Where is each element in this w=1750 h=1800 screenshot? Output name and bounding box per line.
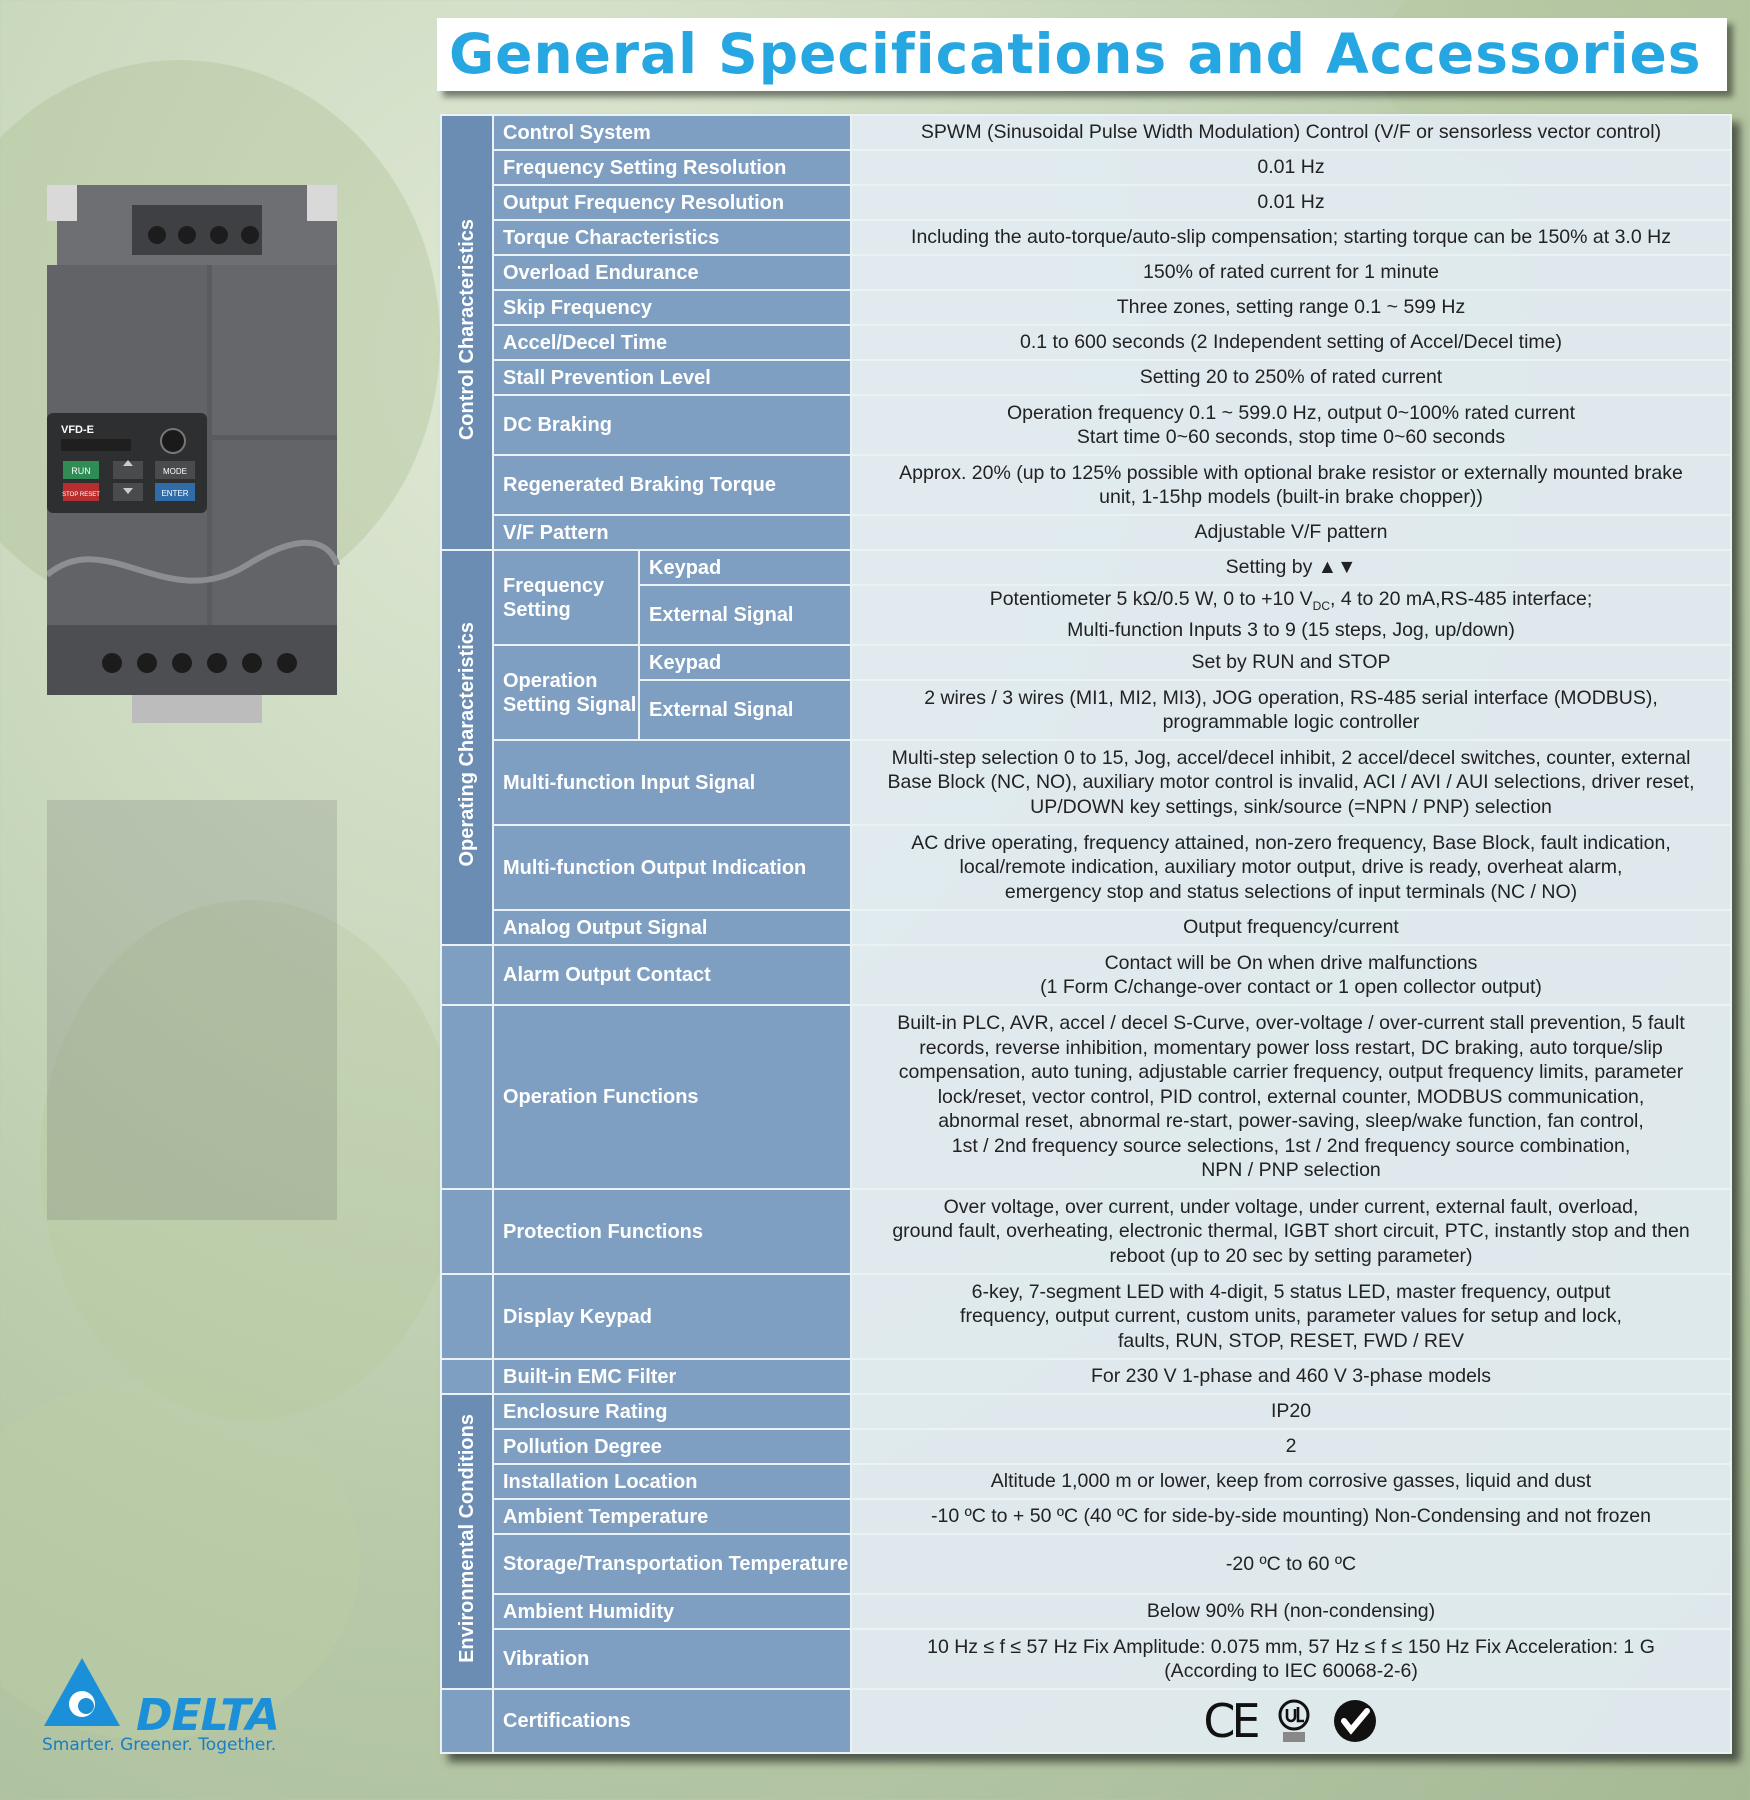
row-label: Display Keypad: [493, 1274, 851, 1359]
row-sublabel: Keypad: [639, 645, 851, 680]
row-label: Multi-function Output Indication: [493, 825, 851, 910]
row-value: Contact will be On when drive malfunctions (1 Form C/change-over contact or 1 open collector output): [851, 945, 1731, 1005]
specifications-table: [440, 114, 1732, 1754]
row-value: Setting by ▲▼: [851, 550, 1731, 585]
row-value: 6-key, 7-segment LED with 4-digit, 5 status LED, master frequency, output frequency, output current, custom units, parameter values for setup and lock, faults, RUN, STOP, RESET, FWD / REV: [851, 1274, 1731, 1359]
row-value: Adjustable V/F pattern: [851, 515, 1731, 550]
vfd-drive-image: [47, 185, 377, 785]
row-sublabel: External Signal: [639, 680, 851, 740]
row-value: AC drive operating, frequency attained, non-zero frequency, Base Block, fault indication, local/remote indication, auxiliary motor output, drive is ready, overheat alarm, emergency stop and status selections of input terminals (NC / NO): [851, 825, 1731, 910]
device-enter-key: ENTER: [161, 489, 189, 498]
row-label: Frequency Setting: [493, 550, 639, 645]
row-value: SPWM (Sinusoidal Pulse Width Modulation) Control (V/F or sensorless vector control): [851, 115, 1731, 150]
row-value: Potentiometer 5 kΩ/0.5 W, 0 to +10 $V_{DC}$, 4 to 20 mA,RS-485 interface; Multi-function Inputs 3 to 9 (15 steps, Jog, up/down): [851, 585, 1731, 645]
row-value: -10 ºC to + 50 ºC (40 ºC for side-by-side mounting) Non-Condensing and not frozen: [851, 1499, 1731, 1534]
row-label: Pollution Degree: [493, 1429, 851, 1464]
table-row: [441, 1429, 1731, 1464]
row-label: Ambient Temperature: [493, 1499, 851, 1534]
group-environmental-conditions: Environmental Conditions: [441, 1394, 493, 1689]
table-row: [441, 1499, 1731, 1534]
row-label: Operation Setting Signal: [493, 645, 639, 740]
table-row: [441, 115, 1731, 150]
row-value: 0.01 Hz: [851, 185, 1731, 220]
row-label: Skip Frequency: [493, 290, 851, 325]
row-value: Operation frequency 0.1 ~ 599.0 Hz, output 0~100% rated current Start time 0~60 seconds, stop time 0~60 seconds: [851, 395, 1731, 455]
row-value: Below 90% RH (non-condensing): [851, 1594, 1731, 1629]
row-label: Stall Prevention Level: [493, 360, 851, 395]
c-tick-mark-icon: [1331, 1697, 1379, 1745]
device-stop-key: STOP RESET: [62, 492, 100, 498]
row-value: Altitude 1,000 m or lower, keep from corrosive gasses, liquid and dust: [851, 1464, 1731, 1499]
row-label: Frequency Setting Resolution: [493, 150, 851, 185]
table-row: [441, 360, 1731, 395]
page-title: General Specifications and Accessories: [449, 22, 1702, 86]
row-value: Set by RUN and STOP: [851, 645, 1731, 680]
table-row: [441, 1359, 1731, 1394]
table-row: [441, 910, 1731, 945]
row-label: Vibration: [493, 1629, 851, 1689]
table-row: [441, 455, 1731, 515]
table-row: [441, 325, 1731, 360]
table-row: [441, 740, 1731, 825]
table-row: [441, 1629, 1731, 1689]
table-row: [441, 1394, 1731, 1429]
table-row: [441, 1689, 1731, 1753]
row-label: Installation Location: [493, 1464, 851, 1499]
row-label: Accel/Decel Time: [493, 325, 851, 360]
table-row: [441, 1189, 1731, 1274]
brand-name: DELTA: [136, 1690, 279, 1741]
table-row: [441, 825, 1731, 910]
table-row: [441, 255, 1731, 290]
row-label: Analog Output Signal: [493, 910, 851, 945]
row-value: Three zones, setting range 0.1 ~ 599 Hz: [851, 290, 1731, 325]
brand-tagline: Smarter. Greener. Together.: [42, 1735, 277, 1755]
table-row: [441, 645, 1731, 680]
ce-mark-icon: CE: [1203, 1693, 1257, 1748]
device-mode-key: MODE: [163, 467, 187, 476]
row-label: DC Braking: [493, 395, 851, 455]
row-value: Built-in PLC, AVR, accel / decel S-Curve, over-voltage / over-current stall prevention, 5 fault records, reverse inhibition, momentary power loss restart, DC braking, auto torque/slip compensation, auto tuning, adjustable carrier frequency, output frequency limits, parameter lock/reset, vector control, PID control, external counter, MODBUS communication, abnormal reset, abnormal re-start, power-saving, sleep/wake function, fan control, 1st / 2nd frequency source selections, 1st / 2nd frequency source combination, NPN / PNP selection: [851, 1005, 1731, 1189]
table-row: [441, 220, 1731, 255]
group-control-characteristics: Control Characteristics: [441, 115, 493, 550]
table-row: [441, 395, 1731, 455]
table-row: [441, 945, 1731, 1005]
row-value: 2 wires / 3 wires (MI1, MI2, MI3), JOG operation, RS-485 serial interface (MODBUS), programmable logic controller: [851, 680, 1731, 740]
table-row: [441, 185, 1731, 220]
row-value: For 230 V 1-phase and 460 V 3-phase models: [851, 1359, 1731, 1394]
table-row: [441, 290, 1731, 325]
row-value: Over voltage, over current, under voltage, under current, external fault, overload, ground fault, overheating, electronic thermal, IGBT short circuit, PTC, instantly stop and then reboot (up to 20 sec by setting parameter): [851, 1189, 1731, 1274]
row-label: Multi-function Input Signal: [493, 740, 851, 825]
row-label: Built-in EMC Filter: [493, 1359, 851, 1394]
row-value: 0.01 Hz: [851, 150, 1731, 185]
table-row: [441, 515, 1731, 550]
row-sublabel: External Signal: [639, 585, 851, 645]
row-value: 10 Hz ≤ f ≤ 57 Hz Fix Amplitude: 0.075 mm, 57 Hz ≤ f ≤ 150 Hz Fix Acceleration: 1 G (According to IEC 60068-2-6): [851, 1629, 1731, 1689]
row-value: Setting 20 to 250% of rated current: [851, 360, 1731, 395]
vfd-drive-reflection: [47, 800, 377, 1220]
row-value: 150% of rated current for 1 minute: [851, 255, 1731, 290]
group-operating-characteristics: Operating Characteristics: [441, 550, 493, 945]
table-row: [441, 1274, 1731, 1359]
device-model-label: VFD-E: [61, 424, 94, 436]
row-value: -20 ºC to 60 ºC: [851, 1534, 1731, 1594]
table-row: [441, 1594, 1731, 1629]
row-label: Enclosure Rating: [493, 1394, 851, 1429]
device-run-key: RUN: [71, 466, 91, 476]
row-sublabel: Keypad: [639, 550, 851, 585]
row-value: Output frequency/current: [851, 910, 1731, 945]
title-banner: [437, 18, 1727, 91]
row-value: Approx. 20% (up to 125% possible with optional brake resistor or externally mounted brake unit, 1-15hp models (built-in brake chopper)): [851, 455, 1731, 515]
row-label: Output Frequency Resolution: [493, 185, 851, 220]
row-value: [851, 1689, 1731, 1753]
row-label: V/F Pattern: [493, 515, 851, 550]
row-label: Certifications: [493, 1689, 851, 1753]
row-label: Ambient Humidity: [493, 1594, 851, 1629]
row-label: Storage/Transportation Temperature: [493, 1534, 851, 1594]
row-value: Including the auto-torque/auto-slip compensation; starting torque can be 150% at 3.0 Hz: [851, 220, 1731, 255]
row-label: Torque Characteristics: [493, 220, 851, 255]
ul-mark-icon: [1277, 1698, 1311, 1744]
row-value: 2: [851, 1429, 1731, 1464]
row-value: IP20: [851, 1394, 1731, 1429]
table-row: [441, 150, 1731, 185]
table-row: [441, 1464, 1731, 1499]
row-label: Regenerated Braking Torque: [493, 455, 851, 515]
row-label: Alarm Output Contact: [493, 945, 851, 1005]
table-row: [441, 1005, 1731, 1189]
table-row: [441, 1534, 1731, 1594]
row-label: Protection Functions: [493, 1189, 851, 1274]
table-row: [441, 550, 1731, 585]
row-value: 0.1 to 600 seconds (2 Independent setting of Accel/Decel time): [851, 325, 1731, 360]
row-label: Overload Endurance: [493, 255, 851, 290]
row-label: Control System: [493, 115, 851, 150]
row-value: Multi-step selection 0 to 15, Jog, accel/decel inhibit, 2 accel/decel switches, counter, external Base Block (NC, NO), auxiliary motor control is invalid, ACI / AVI / AUI selections, driver reset, UP/DOWN key settings, sink/source (=NPN / PNP) selection: [851, 740, 1731, 825]
row-label: Operation Functions: [493, 1005, 851, 1189]
